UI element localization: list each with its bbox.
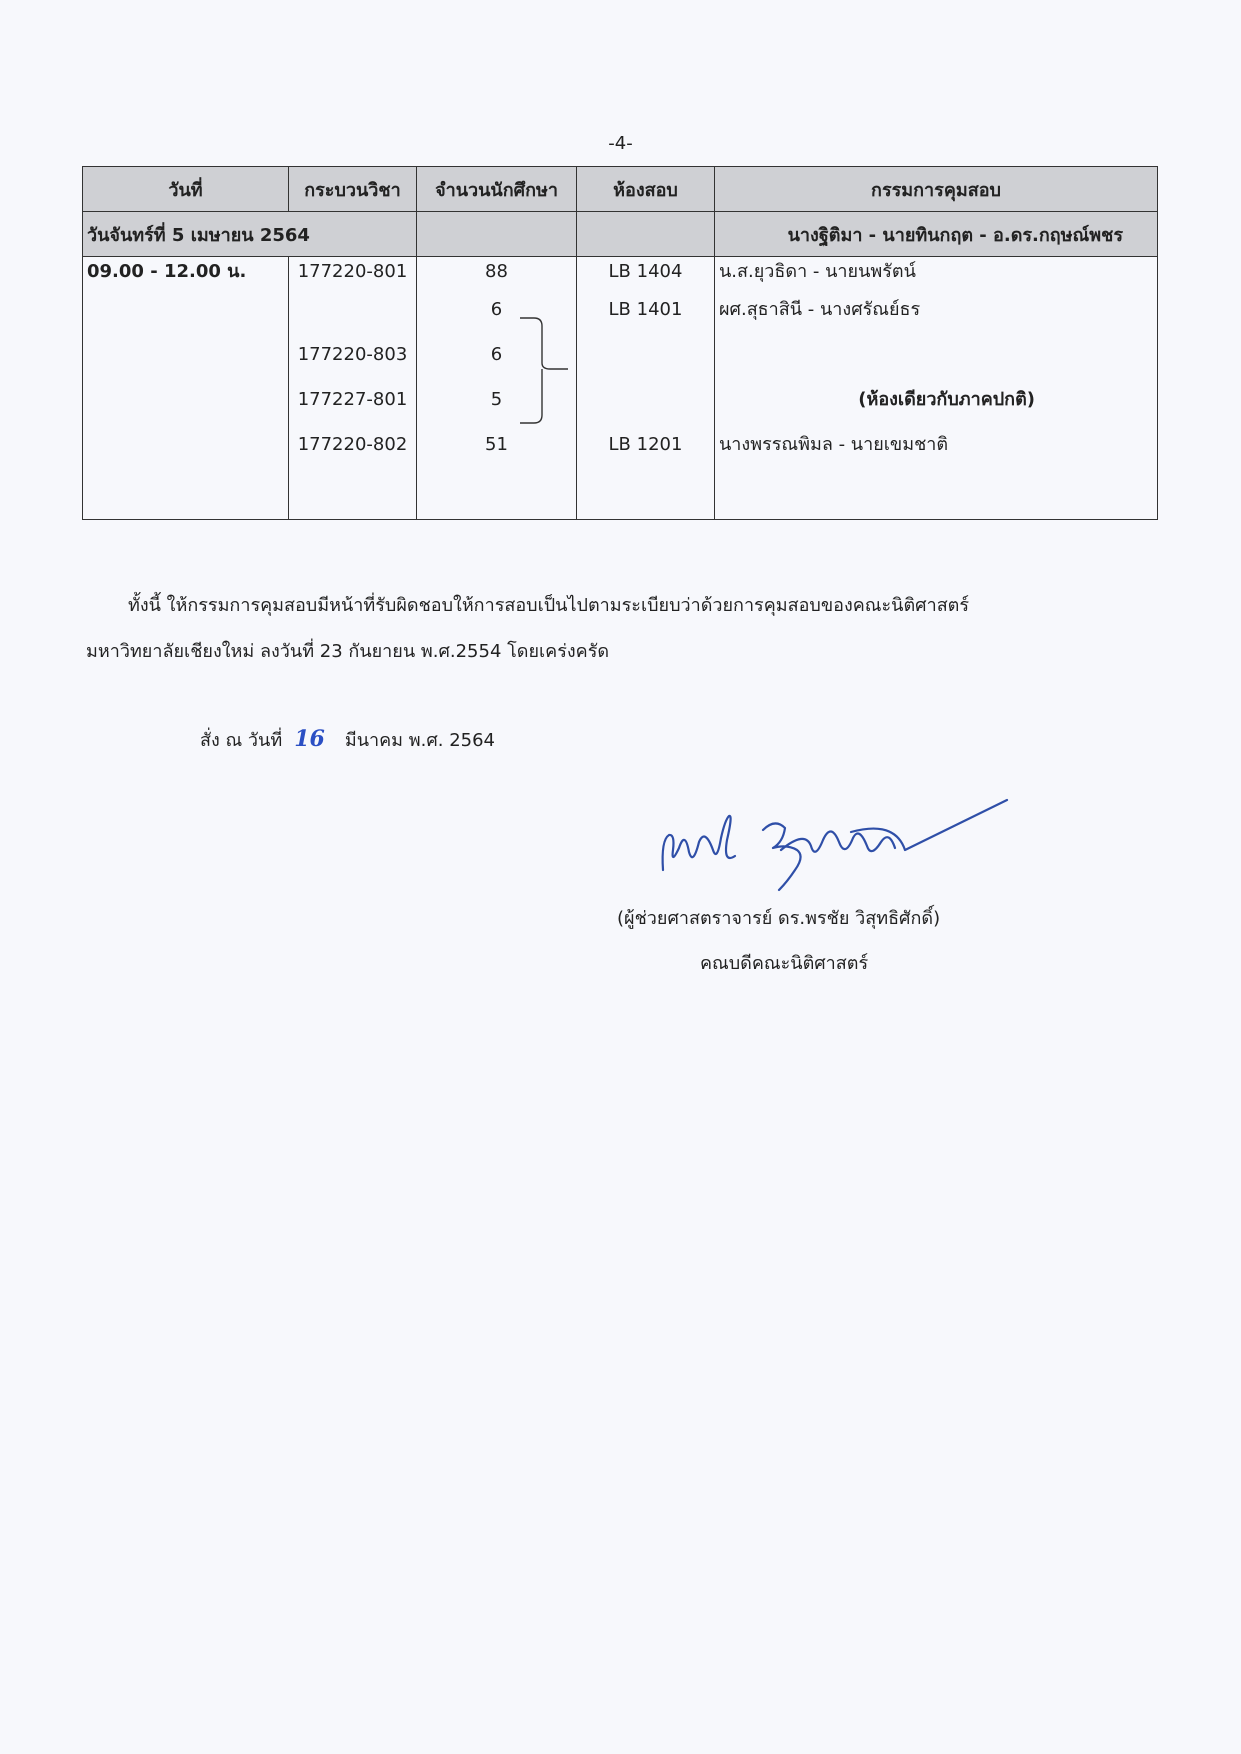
course-code: 177227-801 — [297, 389, 408, 410]
room: LB 1401 — [608, 299, 683, 320]
proctors-column — [715, 257, 1158, 520]
course-code: 177220-802 — [297, 434, 408, 455]
student-count: 6 — [490, 299, 503, 320]
proctor-names: นางพรรณพิมล - นายเขมชาติ — [719, 434, 949, 455]
room-column — [577, 257, 715, 520]
signer-title: คณบดีคณะนิติศาสตร์ — [700, 953, 869, 974]
header-students: จำนวนนักศึกษา — [417, 167, 577, 212]
time-cell — [83, 257, 289, 520]
room — [581, 332, 710, 377]
course-column — [289, 257, 417, 520]
exam-schedule-table — [82, 166, 1158, 520]
grouping-brace — [520, 316, 570, 426]
order-date — [200, 725, 495, 754]
course-code: 177220-801 — [297, 261, 408, 282]
room: LB 1201 — [608, 434, 683, 455]
handwritten-signature — [655, 790, 1015, 900]
order-day-handwritten: 16 — [294, 726, 325, 752]
course-code: 177220-803 — [297, 344, 408, 365]
course-code — [293, 287, 412, 332]
date-proctors: นางฐิติมา - นายทินกฤต - อ.ดร.กฤษณ์พชร — [715, 212, 1158, 257]
exam-time: 09.00 - 12.00 น. — [87, 261, 247, 282]
header-course: กระบวนวิชา — [289, 167, 417, 212]
exam-body-row — [83, 257, 1158, 520]
header-room: ห้องสอบ — [577, 167, 715, 212]
regulation-paragraph-line2: มหาวิทยาลัยเชียงใหม่ ลงวันที่ 23 กันยายน พ.ศ.2554 โดยเคร่งครัด — [86, 641, 610, 662]
date-row-empty-students — [417, 212, 577, 257]
signer-name: (ผู้ช่วยศาสตราจารย์ ดร.พรชัย วิสุทธิศักดิ์) — [617, 908, 941, 929]
proctor-names: ผศ.สุธาสินี - นางศรัณย์ธร — [719, 299, 921, 320]
room — [581, 377, 710, 422]
student-count: 51 — [485, 434, 508, 455]
room: LB 1404 — [608, 261, 683, 282]
student-count: 5 — [490, 389, 503, 410]
exam-date: วันจันทร์ที่ 5 เมษายน 2564 — [83, 212, 417, 257]
proctor-names — [719, 332, 1153, 377]
proctor-names: น.ส.ยุวธิดา - นายนพรัตน์ — [719, 261, 916, 282]
order-date-prefix: สั่ง ณ วันที่ — [200, 730, 283, 751]
order-date-suffix: มีนาคม พ.ศ. 2564 — [344, 730, 495, 751]
student-count: 6 — [490, 344, 503, 365]
date-row — [83, 212, 1158, 257]
student-count: 88 — [485, 261, 508, 282]
date-row-empty-room — [577, 212, 715, 257]
page-number: -4- — [608, 133, 633, 154]
header-date: วันที่ — [83, 167, 289, 212]
header-proctors: กรรมการคุมสอบ — [715, 167, 1158, 212]
same-room-note: (ห้องเดียวกับภาคปกติ) — [858, 389, 1035, 410]
table-header-row — [83, 167, 1158, 212]
regulation-paragraph-line1: ทั้งนี้ ให้กรรมการคุมสอบมีหน้าที่รับผิดชอบให้การสอบเป็นไปตามระเบียบว่าด้วยการคุมสอบของคณะนิติศาสตร์ — [128, 595, 970, 616]
